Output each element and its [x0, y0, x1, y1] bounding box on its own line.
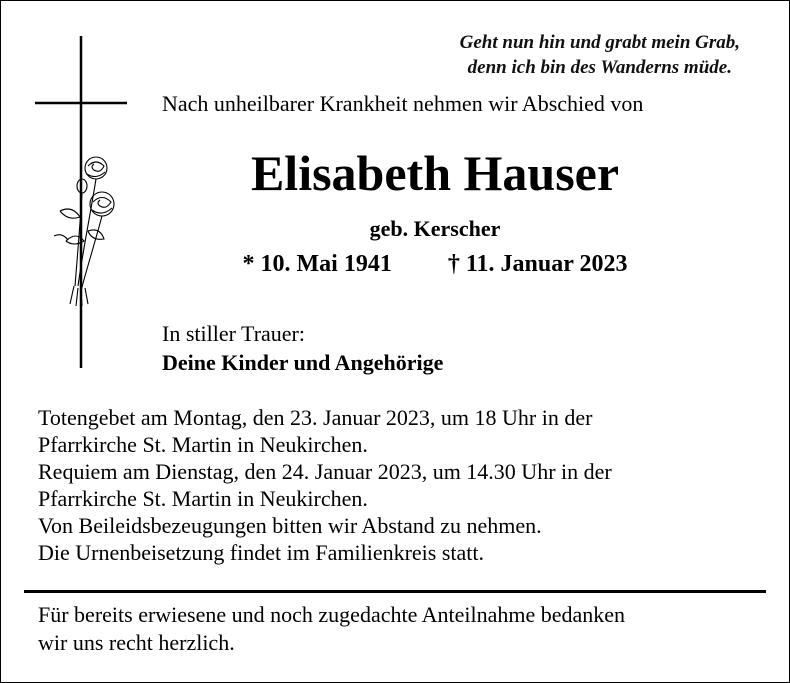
divider: [24, 590, 766, 593]
detail-line: Totengebet am Montag, den 23. Januar 2023, um 18 Uhr in der: [38, 405, 593, 430]
thanks-line: Für bereits erwiesene und noch zugedachte Anteilnahme bedanken: [38, 602, 626, 627]
detail-line: Von Beileidsbezeugungen bitten wir Abstand zu nehmen.: [38, 513, 542, 538]
rose-bouquet-icon: [54, 157, 114, 306]
thanks-text: [38, 601, 758, 657]
birth-date: * 10. Mai 1941: [242, 251, 392, 277]
motto: [460, 30, 740, 80]
service-details: [38, 404, 758, 566]
intro-text: Nach unheilbarer Krankheit nehmen wir Abschied von: [162, 91, 644, 116]
death-date: † 11. Januar 2023: [447, 251, 628, 277]
thanks-line: wir uns recht herzlich.: [38, 630, 235, 655]
motto-line: Geht nun hin und grabt mein Grab,: [459, 32, 740, 53]
cross-icon: [30, 36, 130, 368]
maiden-name: geb. Kerscher: [369, 216, 501, 241]
mourners: Deine Kinder und Angehörige: [162, 350, 444, 375]
motto-line: denn ich bin des Wanderns müde.: [467, 57, 732, 78]
detail-line: Requiem am Dienstag, den 24. Januar 2023, um 14.30 Uhr in der: [38, 459, 612, 484]
mourning-label: In stiller Trauer:: [162, 321, 305, 346]
life-dates: [140, 249, 730, 279]
detail-line: Die Urnenbeisetzung findet im Familienkreis statt.: [38, 540, 485, 565]
detail-line: Pfarrkirche St. Martin in Neukirchen.: [38, 486, 368, 511]
detail-line: Pfarrkirche St. Martin in Neukirchen.: [38, 432, 368, 457]
deceased-name: Elisabeth Hauser: [250, 145, 620, 201]
